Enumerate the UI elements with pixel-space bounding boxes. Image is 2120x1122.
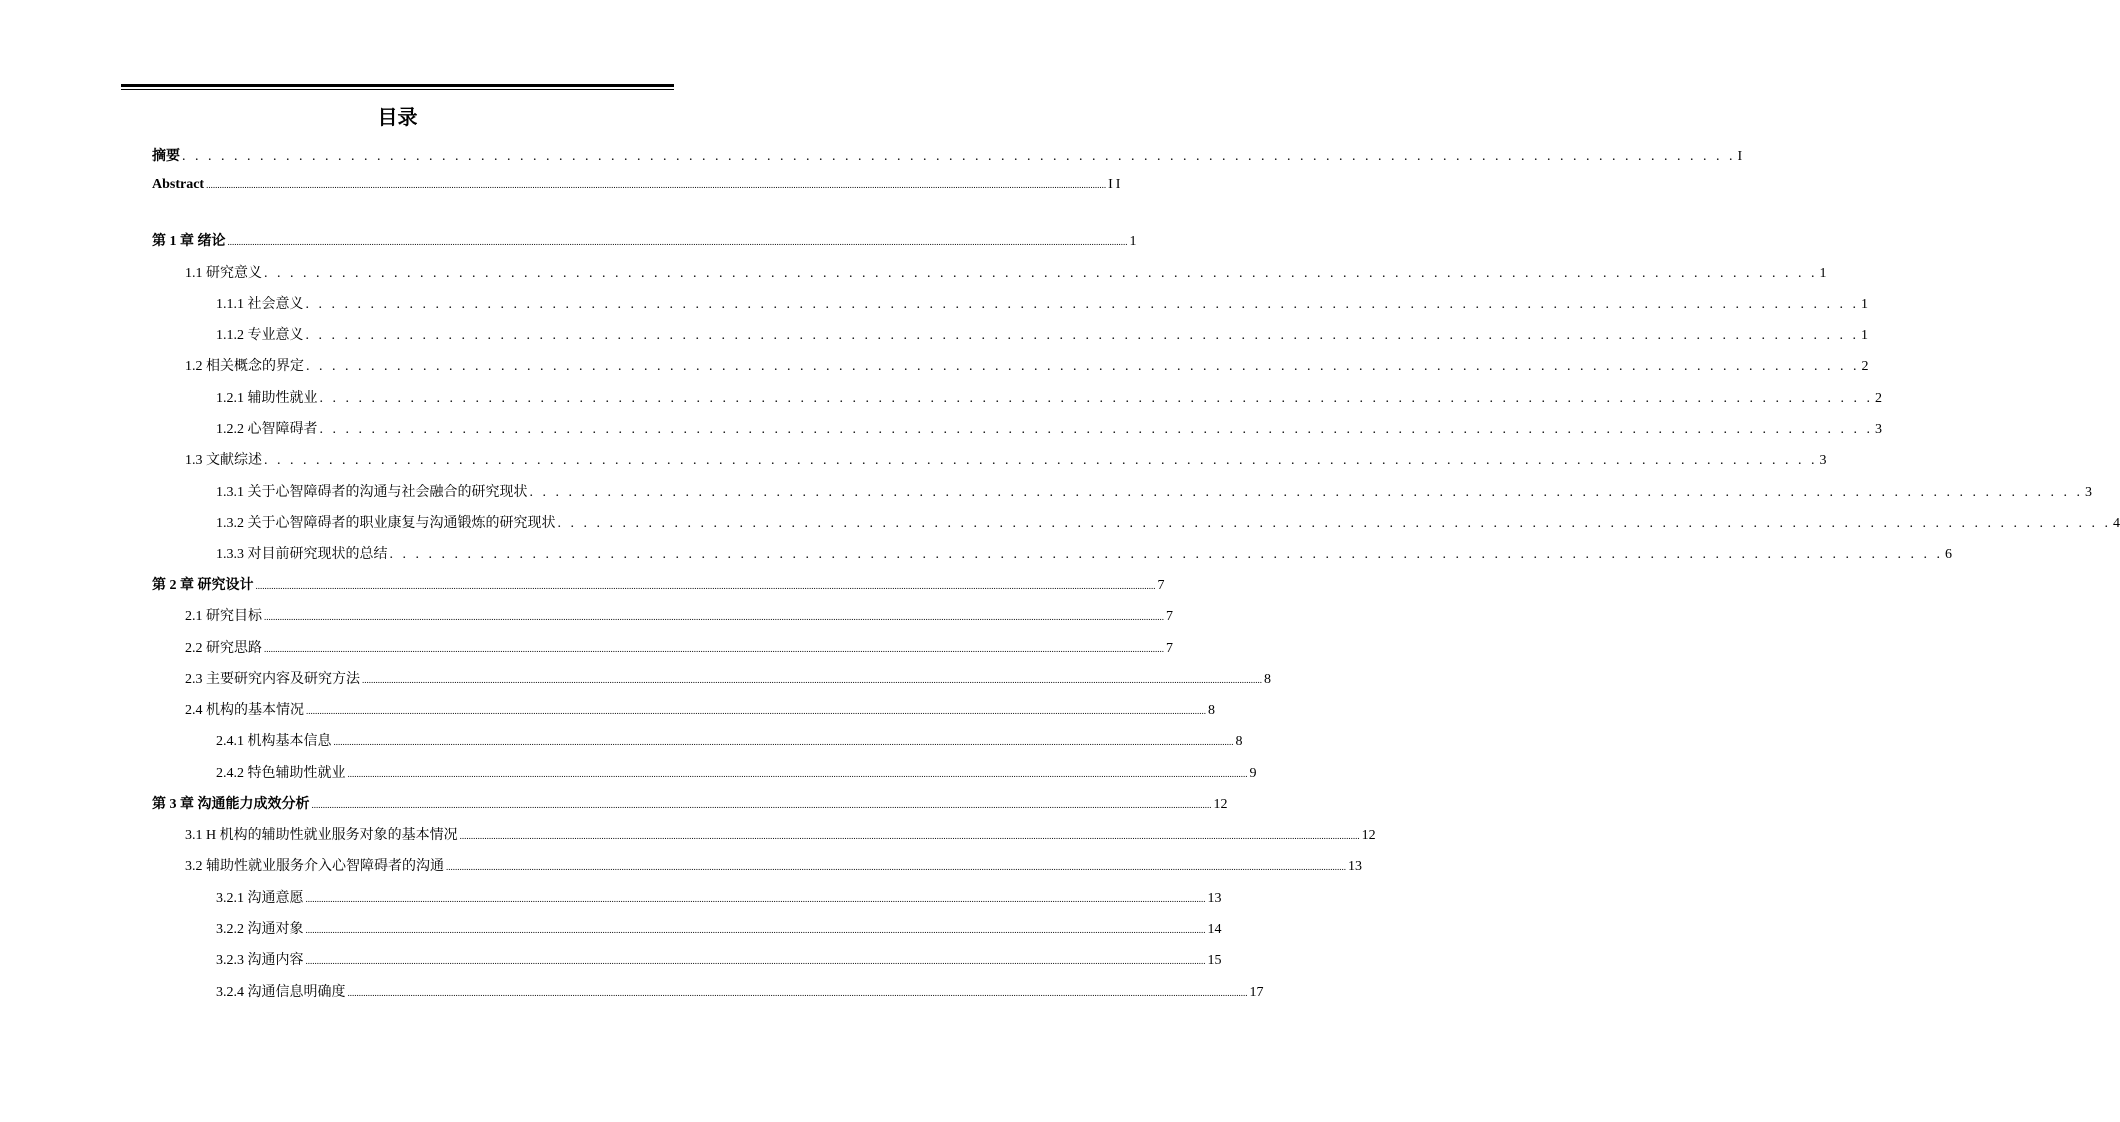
- toc-entry-leader: ................................................................................................................................................................................................................................................................................................................................................................................................................: [305, 894, 1206, 904]
- toc-title: 目录: [377, 105, 418, 129]
- toc-entry-leader: . . . . . . . . . . . . . . . . . . . . . . . . . . . . . . . . . . . . . . . . . . . . . . . . . . . . . . . . . . . . . . . . . . . . . . . . . . . . . . . . . . . . . . . . . . . . . . . . . . . . . . . . . . . . . . . . . . . . . . . .: [389, 547, 1943, 562]
- toc-entry-page: 7: [1157, 578, 1165, 593]
- toc-entry-label: 1.3 文献综述: [185, 453, 262, 468]
- toc-entry[interactable]: [216, 763, 1257, 785]
- toc-entry-page: 1: [1129, 234, 1137, 249]
- header-rule-thin: [121, 89, 674, 90]
- toc-entry-page: 15: [1207, 953, 1222, 968]
- toc-entry-label: 1.1.2 专业意义: [216, 328, 304, 343]
- toc-entry-page: 13: [1207, 891, 1222, 906]
- toc-entry-label: 1.1 研究意义: [185, 266, 262, 281]
- toc-entry-page: 13: [1348, 859, 1362, 874]
- toc-entry-label: 摘要: [152, 149, 180, 164]
- toc-entry-page: 9: [1249, 766, 1257, 781]
- toc-entry-leader: . . . . . . . . . . . . . . . . . . . . . . . . . . . . . . . . . . . . . . . . . . . . . . . . . . . . . . . . . . . . . . . . . . . . . . . . . . . . . . . . . . . . . . . . . . . . . . . . . . . . . . . . . . . . . . . . . . . . . . . .: [305, 297, 1859, 312]
- toc-entry-page: 7: [1166, 609, 1173, 624]
- toc-entry-page: 2: [1875, 391, 1882, 406]
- toc-entry-leader: ................................................................................................................................................................................................................................................................................................................................................................................................................: [305, 956, 1206, 966]
- toc-entry-label: 第 2 章 研究设计: [152, 578, 254, 593]
- toc-entry-page: 1: [1861, 297, 1868, 312]
- toc-entry-page: 12: [1213, 797, 1228, 812]
- toc-entry-label: 3.2.4 沟通信息明确度: [216, 985, 346, 1000]
- toc-entry[interactable]: [185, 606, 1173, 628]
- toc-entry[interactable]: [216, 544, 1952, 566]
- toc-entry-page: 3: [1819, 453, 1827, 468]
- toc-entry-label: 1.3.3 对目前研究现状的总结: [216, 547, 388, 562]
- toc-entry-page: 4: [2113, 516, 2120, 531]
- toc-entry[interactable]: [152, 231, 1137, 253]
- toc-entry-label: 第 3 章 沟通能力成效分析: [152, 797, 310, 812]
- toc-entry-leader: . . . . . . . . . . . . . . . . . . . . . . . . . . . . . . . . . . . . . . . . . . . . . . . . . . . . . . . . . . . . . . . . . . . . . . . . . . . . . . . . . . . . . . . . . . . . . . . . . . . . . . . . . . . . . . . . . . . . . . . .: [182, 149, 1736, 164]
- toc-entry-label: 2.1 研究目标: [185, 609, 262, 624]
- toc-entry-page: 17: [1249, 985, 1264, 1000]
- toc-entry-leader: ................................................................................................................................................................................................................................................................................................................................................................................................................: [459, 831, 1360, 841]
- toc-entry[interactable]: [185, 856, 1362, 878]
- toc-entry-label: 3.1 H 机构的辅助性就业服务对象的基本情况: [185, 828, 458, 843]
- toc-entry-leader: ................................................................................................................................................................................................................................................................................................................................................................................................................: [264, 644, 1164, 654]
- toc-entry-page: 1: [1819, 266, 1827, 281]
- toc-entry[interactable]: [216, 325, 1868, 347]
- toc-entry[interactable]: [216, 950, 1222, 972]
- toc-entry-leader: ................................................................................................................................................................................................................................................................................................................................................................................................................: [306, 706, 1206, 716]
- toc-entry-page: 14: [1207, 922, 1222, 937]
- toc-entry-leader: ................................................................................................................................................................................................................................................................................................................................................................................................................: [362, 675, 1262, 685]
- toc-entry[interactable]: [216, 419, 1882, 441]
- toc-entry[interactable]: [216, 482, 2092, 504]
- toc-entry-page: 8: [1264, 672, 1271, 687]
- toc-entry-page: 12: [1361, 828, 1376, 843]
- toc-entry-label: 3.2 辅助性就业服务介入心智障碍者的沟通: [185, 859, 444, 874]
- toc-entry-leader: ................................................................................................................................................................................................................................................................................................................................................................................................................: [255, 581, 1156, 591]
- toc-entry-leader: . . . . . . . . . . . . . . . . . . . . . . . . . . . . . . . . . . . . . . . . . . . . . . . . . . . . . . . . . . . . . . . . . . . . . . . . . . . . . . . . . . . . . . . . . . . . . . . . . . . . . . . . . . . . . . . . . . . . . . . .: [305, 328, 1859, 343]
- toc-entry-page: 1: [1861, 328, 1868, 343]
- toc-entry-label: 1.1.1 社会意义: [216, 297, 304, 312]
- toc-entry-leader: ................................................................................................................................................................................................................................................................................................................................................................................................................: [227, 237, 1128, 247]
- toc-entry-leader: . . . . . . . . . . . . . . . . . . . . . . . . . . . . . . . . . . . . . . . . . . . . . . . . . . . . . . . . . . . . . . . . . . . . . . . . . . . . . . . . . . . . . . . . . . . . . . . . . . . . . . . . . . . . . . . . . . . . . . . .: [264, 453, 1818, 468]
- toc-entry[interactable]: [185, 450, 1827, 472]
- toc-entry-page: 8: [1208, 703, 1215, 718]
- toc-entry[interactable]: [185, 700, 1215, 722]
- toc-entry-label: 2.4 机构的基本情况: [185, 703, 304, 718]
- toc-entry[interactable]: [185, 638, 1173, 660]
- toc-entry-leader: ................................................................................................................................................................................................................................................................................................................................................................................................................: [347, 769, 1248, 779]
- toc-entry-leader: . . . . . . . . . . . . . . . . . . . . . . . . . . . . . . . . . . . . . . . . . . . . . . . . . . . . . . . . . . . . . . . . . . . . . . . . . . . . . . . . . . . . . . . . . . . . . . . . . . . . . . . . . . . . . . . . . . . . . . . .: [319, 391, 1873, 406]
- toc-entry-page: 3: [1875, 422, 1882, 437]
- toc-entry-label: 1.3.1 关于心智障碍者的沟通与社会融合的研究现状: [216, 485, 528, 500]
- toc-entry-page: 6: [1945, 547, 1952, 562]
- toc-entry-leader: . . . . . . . . . . . . . . . . . . . . . . . . . . . . . . . . . . . . . . . . . . . . . . . . . . . . . . . . . . . . . . . . . . . . . . . . . . . . . . . . . . . . . . . . . . . . . . . . . . . . . . . . . . . . . . . . . . . . . . . .: [319, 422, 1873, 437]
- toc-entry[interactable]: [216, 982, 1264, 1004]
- toc-entry-leader: . . . . . . . . . . . . . . . . . . . . . . . . . . . . . . . . . . . . . . . . . . . . . . . . . . . . . . . . . . . . . . . . . . . . . . . . . . . . . . . . . . . . . . . . . . . . . . . . . . . . . . . . . . . . . . . . . . . . . . . .: [529, 485, 2083, 500]
- toc-entry[interactable]: [216, 513, 2120, 535]
- toc-entry[interactable]: [185, 263, 1827, 285]
- toc-entry-label: 2.3 主要研究内容及研究方法: [185, 672, 360, 687]
- toc-entry[interactable]: [152, 174, 1124, 196]
- toc-entry-leader: ................................................................................................................................................................................................................................................................................................................................................................................................................: [311, 800, 1212, 810]
- toc-entry[interactable]: [185, 669, 1271, 691]
- toc-entry-label: 2.4.2 特色辅助性就业: [216, 766, 346, 781]
- toc-entry-label: 3.2.1 沟通意愿: [216, 891, 304, 906]
- toc-entry[interactable]: [216, 294, 1868, 316]
- toc-entry[interactable]: [216, 388, 1882, 410]
- toc-entry-page: 7: [1166, 641, 1173, 656]
- toc-entry-label: 3.2.3 沟通内容: [216, 953, 304, 968]
- toc-entry-leader: ................................................................................................................................................................................................................................................................................................................................................................................................................: [347, 988, 1248, 998]
- toc-entry-leader: . . . . . . . . . . . . . . . . . . . . . . . . . . . . . . . . . . . . . . . . . . . . . . . . . . . . . . . . . . . . . . . . . . . . . . . . . . . . . . . . . . . . . . . . . . . . . . . . . . . . . . . . . . . . . . . . . . . . . . . .: [557, 516, 2111, 531]
- toc-entry-label: 3.2.2 沟通对象: [216, 922, 304, 937]
- toc-entry-leader: ................................................................................................................................................................................................................................................................................................................................................................................................................: [305, 925, 1206, 935]
- toc-entry-label: 1.2.1 辅助性就业: [216, 391, 318, 406]
- toc-entry-label: Abstract: [152, 177, 205, 192]
- toc-entry-page: 3: [2085, 485, 2092, 500]
- header-rule-thick: [121, 84, 674, 87]
- toc-entry-leader: ................................................................................................................................................................................................................................................................................................................................................................................................................: [446, 862, 1346, 872]
- toc-entry-leader: ................................................................................................................................................................................................................................................................................................................................................................................................................: [206, 180, 1107, 190]
- toc-entry-label: 2.2 研究思路: [185, 641, 262, 656]
- toc-entry-label: 1.2 相关概念的界定: [185, 359, 304, 374]
- toc-entry-leader: . . . . . . . . . . . . . . . . . . . . . . . . . . . . . . . . . . . . . . . . . . . . . . . . . . . . . . . . . . . . . . . . . . . . . . . . . . . . . . . . . . . . . . . . . . . . . . . . . . . . . . . . . . . . . . . . . . . . . . . .: [264, 266, 1818, 281]
- toc-entry-page: II: [1108, 177, 1124, 192]
- toc-entry-page: I: [1737, 149, 1746, 164]
- toc-entry[interactable]: [185, 825, 1376, 847]
- toc-entry[interactable]: [185, 356, 1869, 378]
- toc-entry[interactable]: [152, 146, 1746, 168]
- toc-entry[interactable]: [216, 919, 1222, 941]
- toc-entry-label: 第 1 章 绪论: [152, 234, 226, 249]
- toc-entry-page: 2: [1861, 359, 1869, 374]
- toc-entry[interactable]: [152, 575, 1165, 597]
- toc-entry-page: 8: [1235, 734, 1243, 749]
- toc-entry[interactable]: [216, 731, 1243, 753]
- toc-entry-leader: ................................................................................................................................................................................................................................................................................................................................................................................................................: [264, 612, 1164, 622]
- toc-entry-label: 1.2.2 心智障碍者: [216, 422, 318, 437]
- toc-entry[interactable]: [216, 888, 1222, 910]
- toc-entry-leader: . . . . . . . . . . . . . . . . . . . . . . . . . . . . . . . . . . . . . . . . . . . . . . . . . . . . . . . . . . . . . . . . . . . . . . . . . . . . . . . . . . . . . . . . . . . . . . . . . . . . . . . . . . . . . . . . . . . . . . . .: [306, 359, 1860, 374]
- toc-entry[interactable]: [152, 794, 1228, 816]
- toc-entry-label: 2.4.1 机构基本信息: [216, 734, 332, 749]
- toc-entry-leader: ................................................................................................................................................................................................................................................................................................................................................................................................................: [333, 737, 1234, 747]
- toc-entry-label: 1.3.2 关于心智障碍者的职业康复与沟通锻炼的研究现状: [216, 516, 556, 531]
